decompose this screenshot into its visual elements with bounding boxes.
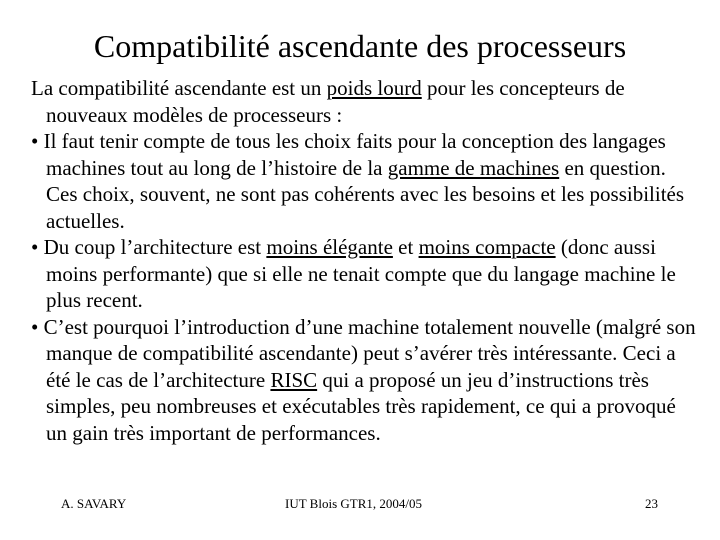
bullet-1-text-before: Il faut tenir compte de tous les choix faits pour la conception des langages machines tout au long de l’histoire de la bbox=[43, 129, 666, 180]
bullet-2-text-before: Du coup l’architecture est bbox=[43, 235, 267, 259]
bullet-icon: • bbox=[31, 129, 39, 153]
slide-title: Compatibilité ascendante des processeurs bbox=[93, 28, 627, 64]
link-poids-lourd[interactable]: poids lourd bbox=[326, 76, 422, 100]
bullet-item-1 bbox=[31, 128, 701, 234]
bullet-3-text-after: qui a proposé un jeu d’instructions très simples, peu nombreuses et exécutables très rapidement, ce qui a provoqué un gain très important de performances. bbox=[46, 367, 676, 445]
bullet-icon: • bbox=[31, 314, 39, 339]
link-moins-elegante[interactable]: moins élégante bbox=[266, 235, 393, 259]
footer-course: IUT Blois GTR1, 2004/05 bbox=[285, 496, 422, 511]
intro-paragraph bbox=[31, 75, 701, 128]
bullet-icon: • bbox=[31, 235, 39, 259]
footer-author: A. SAVARY bbox=[61, 496, 127, 511]
link-moins-compacte[interactable]: moins compacte bbox=[418, 235, 556, 259]
bullet-item-3 bbox=[31, 314, 701, 447]
bullet-2-text-after: (donc aussi moins performante) que si elle ne tenait compte que du langage machine le plus recent. bbox=[46, 235, 676, 312]
slide-body bbox=[31, 75, 701, 446]
footer-page-number: 23 bbox=[645, 496, 658, 511]
intro-text-after: pour les concepteurs de nouveaux modèles de processeurs : bbox=[46, 76, 625, 127]
bullet-2-text-middle: et bbox=[392, 235, 419, 259]
bullet-3-text-before: C’est pourquoi l’introduction d’une machine totalement nouvelle (malgré son manque de compatibilité ascendante) peut s’avérer très intéressante. Ceci a été le cas de l’architecture bbox=[43, 314, 696, 392]
link-gamme-de-machines[interactable]: gamme de machines bbox=[387, 155, 560, 180]
intro-text-before: La compatibilité ascendante est un bbox=[31, 76, 327, 100]
link-risc[interactable]: RISC bbox=[270, 367, 318, 392]
bullet-1-text-after: en question. Ces choix, souvent, ne sont pas cohérents avec les besoins et les possibilités actuelles. bbox=[46, 155, 685, 233]
bullet-item-2 bbox=[31, 234, 701, 314]
